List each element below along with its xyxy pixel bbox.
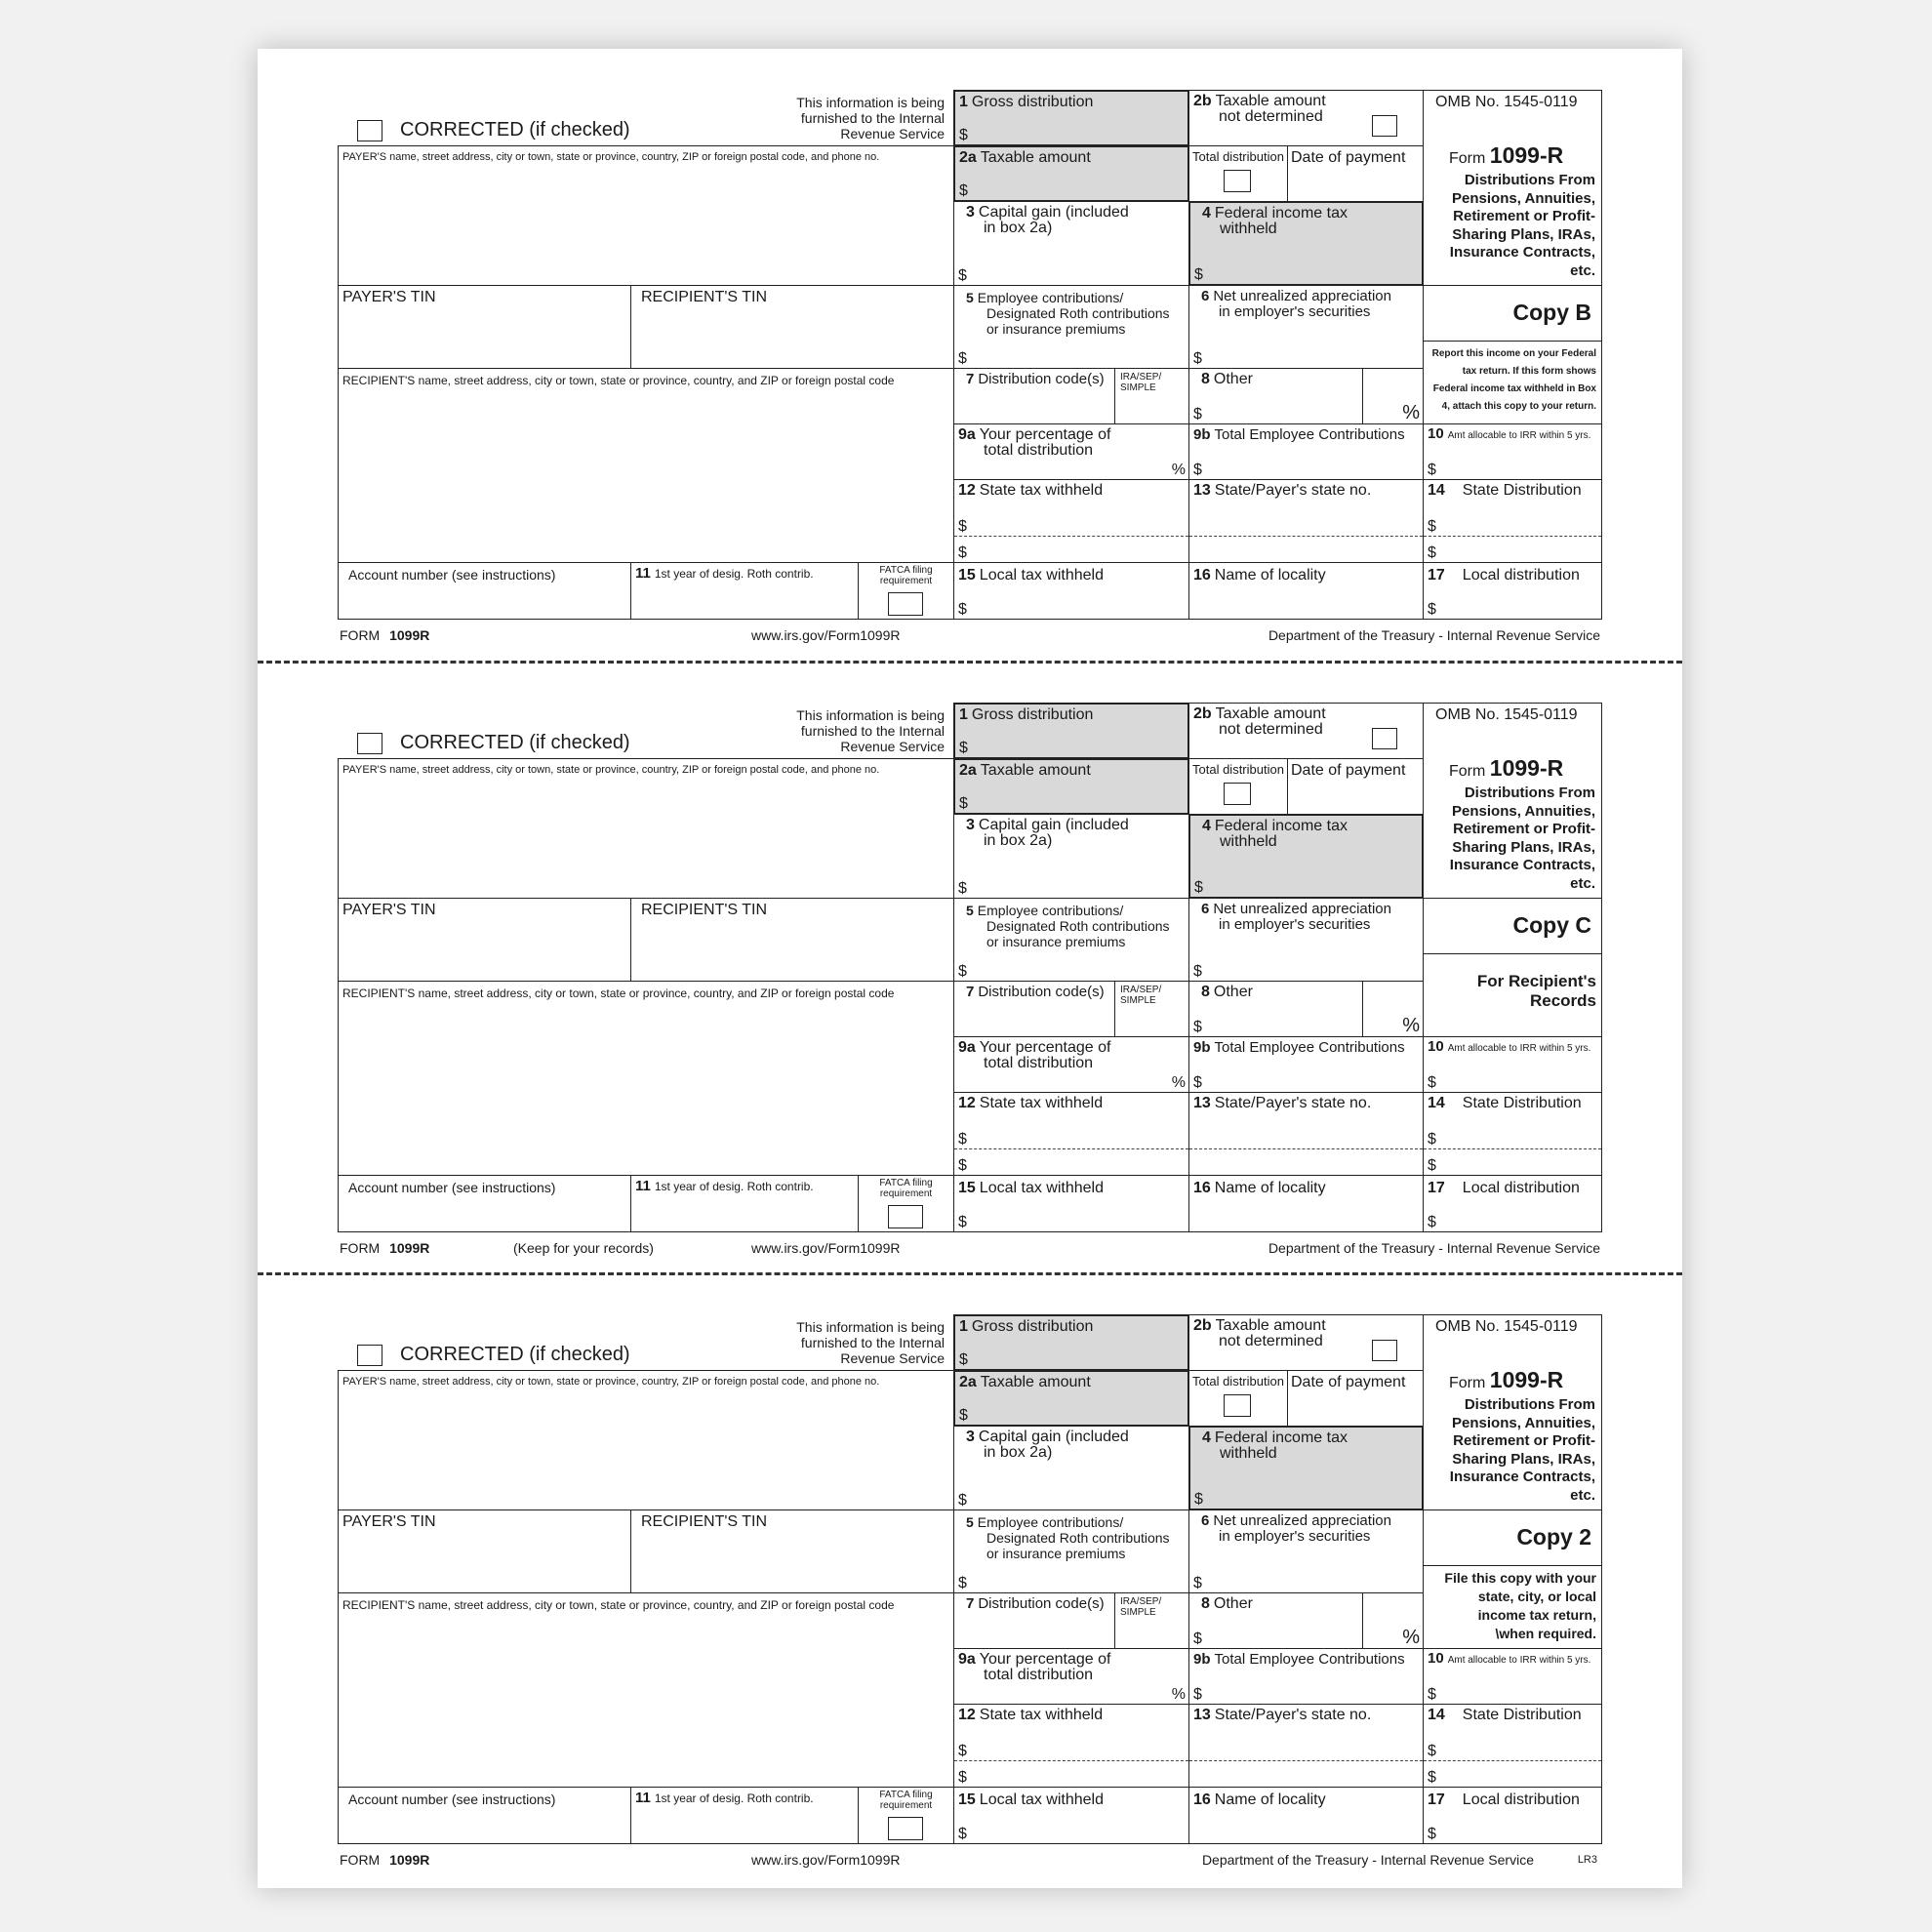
box-7-distribution-codes[interactable]: 7 Distribution code(s): [953, 981, 1115, 1037]
footer-url[interactable]: www.irs.gov/Form1099R: [751, 1240, 901, 1256]
footer-url[interactable]: www.irs.gov/Form1099R: [751, 1852, 901, 1868]
box-13-state-payer-number[interactable]: 13 State/Payer's state no.: [1188, 1704, 1424, 1788]
fatca-checkbox[interactable]: [888, 592, 923, 616]
corrected-label: CORRECTED (if checked): [400, 732, 630, 753]
box-1-gross-distribution[interactable]: 1 Gross distribution $: [953, 1314, 1189, 1371]
date-of-payment-box[interactable]: Date of payment: [1287, 758, 1424, 815]
irs-furnished-notice: This information is being furnished to the Internal Revenue Service: [796, 707, 945, 754]
form-1099r-copy: [338, 1314, 1602, 1890]
irs-furnished-notice: This information is being furnished to the Internal Revenue Service: [796, 95, 945, 141]
box-17-local-distribution[interactable]: 17 Local distribution $: [1423, 562, 1602, 620]
recipient-name-box[interactable]: RECIPIENT'S name, street address, city or town, state or province, country, and ZIP or foreign postal code: [338, 981, 954, 1176]
box-6-net-unrealized[interactable]: 6 Net unrealized appreciation in employer's securities $: [1188, 285, 1424, 369]
box-12-state-tax[interactable]: 12 State tax withheld $ $: [953, 479, 1189, 563]
account-number-box[interactable]: Account number (see instructions): [338, 1175, 631, 1232]
box-1-gross-distribution[interactable]: 1 Gross distribution $: [953, 703, 1189, 759]
form-title-box: OMB No. 1545-0119 Form 1099-R Distributions From Pensions, Annuities, Retirement or Profit- Sharing Plans, IRAs, Insurance Contracts, etc.: [1423, 1314, 1602, 1510]
box-11-roth-year[interactable]: 11 1st year of desig. Roth contrib.: [630, 562, 859, 620]
footer-form-number: FORM 1099R: [340, 1240, 430, 1256]
box-14-state-distribution[interactable]: 14 State Distribution $ $: [1423, 1092, 1602, 1176]
recipient-tin-box[interactable]: RECIPIENT'S TIN: [630, 1509, 954, 1593]
box-2a-taxable-amount[interactable]: 2a Taxable amount $: [953, 758, 1189, 815]
box-8-other[interactable]: 8 Other $: [1188, 981, 1363, 1037]
footer-form-number: FORM 1099R: [340, 627, 430, 643]
copy-label-box: [1423, 1509, 1602, 1566]
box-8-percent[interactable]: %: [1362, 1592, 1424, 1649]
form-1099r-copy: [338, 90, 1602, 665]
box-9a-percentage[interactable]: 9a Your percentage of total distribution %: [953, 423, 1189, 480]
fatca-checkbox[interactable]: [888, 1817, 923, 1840]
box-17-local-distribution[interactable]: 17 Local distribution $: [1423, 1175, 1602, 1232]
box-8-percent[interactable]: %: [1362, 981, 1424, 1037]
box-11-roth-year[interactable]: 11 1st year of desig. Roth contrib.: [630, 1175, 859, 1232]
copy-description: [1432, 345, 1596, 416]
total-distribution-checkbox[interactable]: [1224, 170, 1251, 192]
copy-description-line: Records: [1529, 991, 1596, 1010]
box-15-local-tax[interactable]: 15 Local tax withheld $: [953, 1175, 1189, 1232]
form-title-box: OMB No. 1545-0119 Form 1099-R Distributions From Pensions, Annuities, Retirement or Profit- Sharing Plans, IRAs, Insurance Contracts, etc.: [1423, 90, 1602, 286]
footer-url[interactable]: www.irs.gov/Form1099R: [751, 627, 901, 643]
date-of-payment-box[interactable]: Date of payment: [1287, 1370, 1424, 1427]
recipient-tin-box[interactable]: RECIPIENT'S TIN: [630, 898, 954, 982]
account-number-box[interactable]: Account number (see instructions): [338, 1787, 631, 1844]
corrected-label: CORRECTED (if checked): [400, 119, 630, 141]
box-5-employee-contributions[interactable]: 5 Employee contributions/ Designated Roth contributions or insurance premiums $: [953, 898, 1189, 982]
ira-sep-simple-box[interactable]: IRA/SEP/ SIMPLE: [1114, 368, 1189, 424]
corrected-checkbox[interactable]: [357, 120, 382, 141]
box-9b-total-employee-contributions[interactable]: 9b Total Employee Contributions $: [1188, 1036, 1424, 1093]
box-2b-not-determined[interactable]: 2b Taxable amount not determined: [1188, 703, 1424, 759]
box-2a-taxable-amount[interactable]: 2a Taxable amount $: [953, 145, 1189, 202]
box-8-other[interactable]: 8 Other $: [1188, 368, 1363, 424]
copy-description-line: 4, attach this copy to your return.: [1441, 401, 1596, 412]
box-16-name-of-locality[interactable]: 16 Name of locality: [1188, 1787, 1424, 1844]
copy-description: [1477, 972, 1596, 1011]
copy-label-box: [1423, 898, 1602, 954]
not-determined-checkbox[interactable]: [1372, 1340, 1397, 1361]
box-12-state-tax[interactable]: 12 State tax withheld $ $: [953, 1092, 1189, 1176]
copy-label-box: [1423, 285, 1602, 342]
fatca-box: FATCA filing requirement: [858, 1175, 954, 1232]
copy-description-box: [1423, 1565, 1602, 1649]
footer-department: Department of the Treasury - Internal Revenue Service: [1268, 1240, 1600, 1256]
total-distribution-checkbox[interactable]: [1224, 1394, 1251, 1417]
box-9a-percentage[interactable]: 9a Your percentage of total distribution %: [953, 1648, 1189, 1705]
box-8-other[interactable]: 8 Other $: [1188, 1592, 1363, 1649]
box-7-distribution-codes[interactable]: 7 Distribution code(s): [953, 1592, 1115, 1649]
fatca-box: FATCA filing requirement: [858, 562, 954, 620]
payer-name-box[interactable]: PAYER'S name, street address, city or town, state or province, country, ZIP or foreign postal code, and phone no.: [338, 1370, 954, 1510]
footer-note: (Keep for your records): [513, 1240, 654, 1256]
box-6-net-unrealized[interactable]: 6 Net unrealized appreciation in employer's securities $: [1188, 898, 1424, 982]
box-2b-not-determined[interactable]: 2b Taxable amount not determined: [1188, 90, 1424, 146]
copy-description-line: \when required.: [1495, 1626, 1596, 1641]
account-number-box[interactable]: Account number (see instructions): [338, 562, 631, 620]
fatca-box: FATCA filing requirement: [858, 1787, 954, 1844]
copy-description-line: Report this income on your Federal: [1431, 348, 1596, 359]
box-8-percent[interactable]: %: [1362, 368, 1424, 424]
copy-description: [1444, 1569, 1596, 1643]
box-16-name-of-locality[interactable]: 16 Name of locality: [1188, 562, 1424, 620]
copy-description-line: income tax return,: [1477, 1607, 1596, 1623]
copy-label: Copy B: [1512, 300, 1591, 325]
copy-description-line: state, city, or local: [1477, 1589, 1596, 1604]
corrected-checkbox[interactable]: [357, 733, 382, 754]
copy-description-box: [1423, 953, 1602, 1037]
not-determined-checkbox[interactable]: [1372, 115, 1397, 137]
total-distribution-checkbox[interactable]: [1224, 783, 1251, 805]
copy-label: Copy C: [1512, 912, 1591, 938]
box-10-irr-amount[interactable]: 10 Amt allocable to IRR within 5 yrs. $: [1423, 1036, 1602, 1093]
footer-form-number: FORM 1099R: [340, 1852, 430, 1868]
copy-description-line: For Recipient's: [1476, 972, 1596, 990]
total-distribution-box: Total distribution: [1188, 145, 1288, 202]
recipient-name-box[interactable]: RECIPIENT'S name, street address, city or town, state or province, country, and ZIP or foreign postal code: [338, 1592, 954, 1788]
box-5-employee-contributions[interactable]: 5 Employee contributions/ Designated Roth contributions or insurance premiums $: [953, 1509, 1189, 1593]
form-1099r-copy: [338, 703, 1602, 1278]
box-14-state-distribution[interactable]: 14 State Distribution $ $: [1423, 1704, 1602, 1788]
box-6-net-unrealized[interactable]: 6 Net unrealized appreciation in employer's securities $: [1188, 1509, 1424, 1593]
recipient-tin-box[interactable]: RECIPIENT'S TIN: [630, 285, 954, 369]
box-12-state-tax[interactable]: 12 State tax withheld $ $: [953, 1704, 1189, 1788]
copy-label: Copy 2: [1516, 1524, 1591, 1550]
corrected-checkbox[interactable]: [357, 1345, 382, 1366]
total-distribution-box: Total distribution: [1188, 1370, 1288, 1427]
payer-name-box[interactable]: PAYER'S name, street address, city or town, state or province, country, ZIP or foreign postal code, and phone no.: [338, 145, 954, 286]
box-3-capital-gain[interactable]: 3 Capital gain (included in box 2a) $: [953, 814, 1189, 899]
box-9b-total-employee-contributions[interactable]: 9b Total Employee Contributions $: [1188, 1648, 1424, 1705]
box-5-employee-contributions[interactable]: 5 Employee contributions/ Designated Roth contributions or insurance premiums $: [953, 285, 1189, 369]
box-15-local-tax[interactable]: 15 Local tax withheld $: [953, 562, 1189, 620]
irs-furnished-notice: This information is being furnished to the Internal Revenue Service: [796, 1319, 945, 1366]
box-10-irr-amount[interactable]: 10 Amt allocable to IRR within 5 yrs. $: [1423, 1648, 1602, 1705]
box-13-state-payer-number[interactable]: 13 State/Payer's state no.: [1188, 479, 1424, 563]
box-4-federal-tax-withheld[interactable]: 4 Federal income tax withheld $: [1188, 814, 1424, 899]
box-2a-taxable-amount[interactable]: 2a Taxable amount $: [953, 1370, 1189, 1427]
corrected-label: CORRECTED (if checked): [400, 1344, 630, 1365]
box-13-state-payer-number[interactable]: 13 State/Payer's state no.: [1188, 1092, 1424, 1176]
box-17-local-distribution[interactable]: 17 Local distribution $: [1423, 1787, 1602, 1844]
form-sheet: [258, 49, 1682, 1888]
copy-description-line: Federal income tax withheld in Box: [1432, 383, 1596, 394]
ira-sep-simple-box[interactable]: IRA/SEP/ SIMPLE: [1114, 981, 1189, 1037]
footer-department: Department of the Treasury - Internal Revenue Service: [1268, 627, 1600, 643]
box-11-roth-year[interactable]: 11 1st year of desig. Roth contrib.: [630, 1787, 859, 1844]
box-2b-not-determined[interactable]: 2b Taxable amount not determined: [1188, 1314, 1424, 1371]
form-title-box: OMB No. 1545-0119 Form 1099-R Distributions From Pensions, Annuities, Retirement or Profit- Sharing Plans, IRAs, Insurance Contracts, etc.: [1423, 703, 1602, 899]
copy-description-line: File this copy with your: [1444, 1570, 1596, 1586]
footer-code: LR3: [1577, 1854, 1597, 1866]
box-3-capital-gain[interactable]: 3 Capital gain (included in box 2a) $: [953, 201, 1189, 286]
box-1-gross-distribution[interactable]: 1 Gross distribution $: [953, 90, 1189, 146]
total-distribution-box: Total distribution: [1188, 758, 1288, 815]
box-15-local-tax[interactable]: 15 Local tax withheld $: [953, 1787, 1189, 1844]
payer-tin-box[interactable]: PAYER'S TIN: [338, 1509, 631, 1593]
box-4-federal-tax-withheld[interactable]: 4 Federal income tax withheld $: [1188, 201, 1424, 286]
box-16-name-of-locality[interactable]: 16 Name of locality: [1188, 1175, 1424, 1232]
box-7-distribution-codes[interactable]: 7 Distribution code(s): [953, 368, 1115, 424]
ira-sep-simple-box[interactable]: IRA/SEP/ SIMPLE: [1114, 1592, 1189, 1649]
box-9a-percentage[interactable]: 9a Your percentage of total distribution %: [953, 1036, 1189, 1093]
not-determined-checkbox[interactable]: [1372, 728, 1397, 749]
recipient-name-box[interactable]: RECIPIENT'S name, street address, city or town, state or province, country, and ZIP or foreign postal code: [338, 368, 954, 563]
box-10-irr-amount[interactable]: 10 Amt allocable to IRR within 5 yrs. $: [1423, 423, 1602, 480]
box-4-federal-tax-withheld[interactable]: 4 Federal income tax withheld $: [1188, 1426, 1424, 1510]
box-3-capital-gain[interactable]: 3 Capital gain (included in box 2a) $: [953, 1426, 1189, 1510]
copy-description-line: tax return. If this form shows: [1462, 366, 1596, 377]
fatca-checkbox[interactable]: [888, 1205, 923, 1228]
footer-department: Department of the Treasury - Internal Revenue Service: [1201, 1852, 1534, 1868]
copy-description-box: [1423, 341, 1602, 424]
payer-tin-box[interactable]: PAYER'S TIN: [338, 898, 631, 982]
box-9b-total-employee-contributions[interactable]: 9b Total Employee Contributions $: [1188, 423, 1424, 480]
payer-name-box[interactable]: PAYER'S name, street address, city or town, state or province, country, ZIP or foreign postal code, and phone no.: [338, 758, 954, 899]
payer-tin-box[interactable]: PAYER'S TIN: [338, 285, 631, 369]
box-14-state-distribution[interactable]: 14 State Distribution $ $: [1423, 479, 1602, 563]
date-of-payment-box[interactable]: Date of payment: [1287, 145, 1424, 202]
